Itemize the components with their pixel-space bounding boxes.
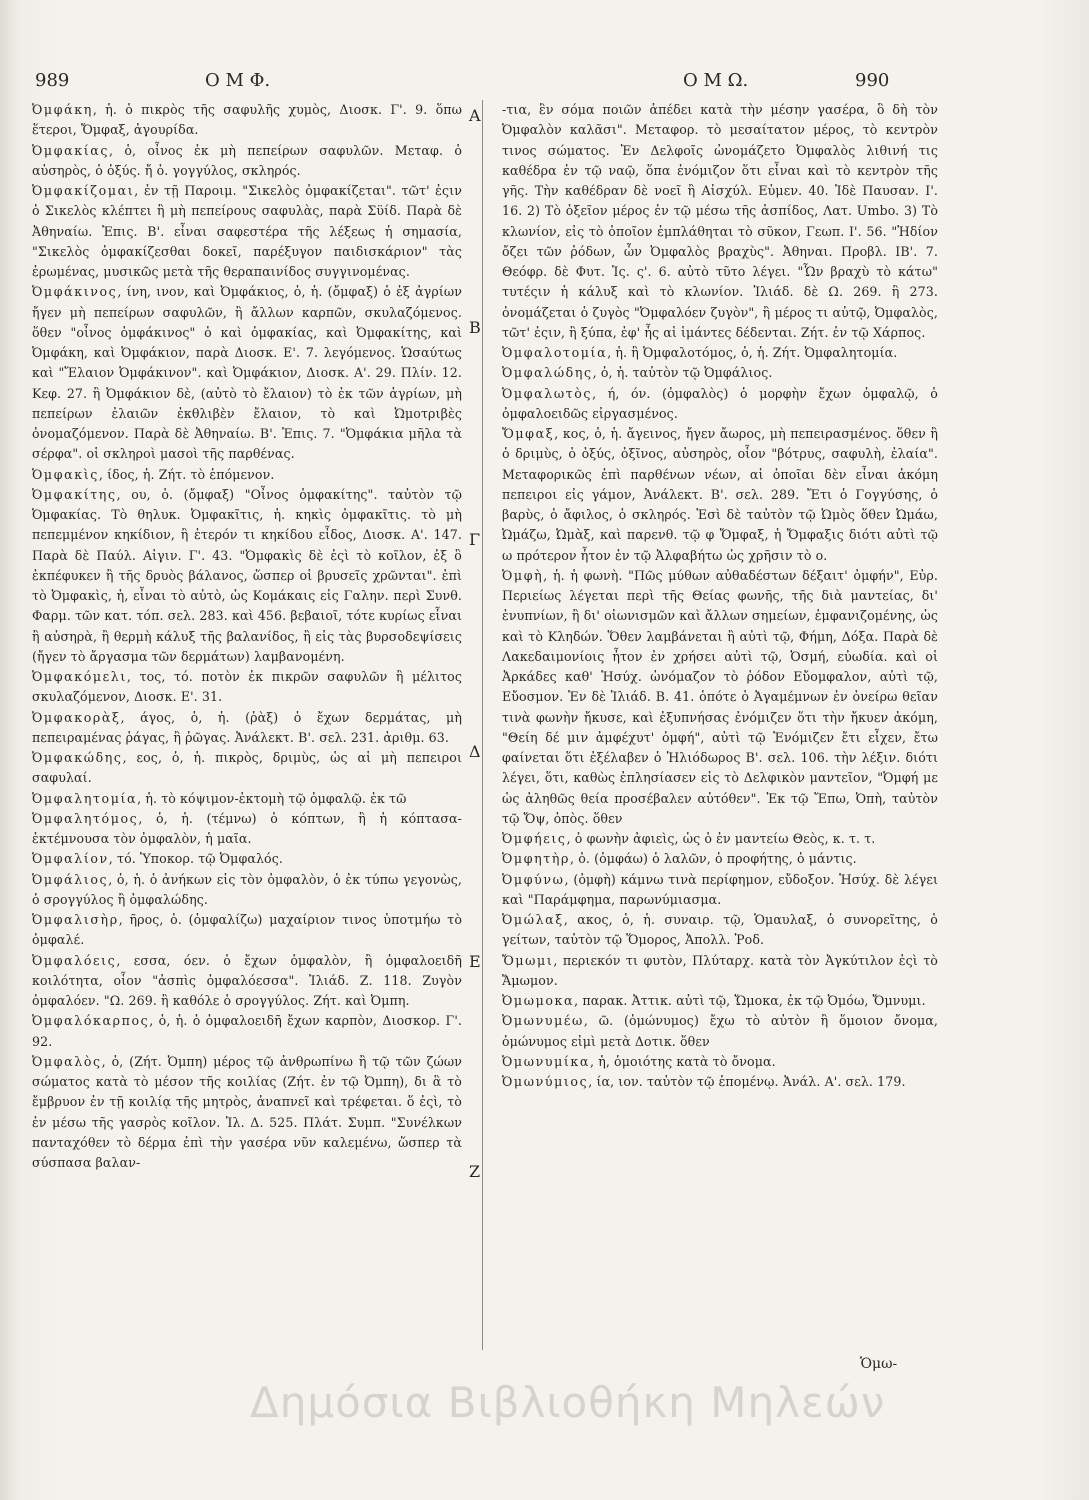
dictionary-entry	[32, 809, 462, 850]
dictionary-entry	[502, 424, 938, 566]
dictionary-entry	[502, 1011, 938, 1052]
entry-headword: Ὀμφακίζομαι	[32, 183, 135, 198]
entry-definition: , ία, ιον. ταὐτὸν τῷ ἑπομένῳ. Ἀνάλ. Α'. σελ. 179.	[588, 1074, 906, 1089]
entry-headword: Ὀμφύνω	[502, 871, 565, 887]
entry-definition: , ἡ. ὁ πικρὸς τῆς σαφυλῆς χυμὸς, Διοσκ. Γ'. 9. ὅπω ἕτεροι, Ὄμφαξ, ἀγουρίδα.	[32, 102, 462, 138]
entry-headword: Ὀμφακὶς	[32, 466, 99, 482]
dictionary-entry	[32, 910, 462, 951]
dictionary-entry	[32, 282, 462, 464]
entry-definition: , ου, ὁ. (ὄμφαξ) "Οἶνος ὀμφακίτης". ταὐτὸν τῷ Ὀμφακίας. Τὸ θηλυκ. Ὀμφακῖτις, ἡ. κηκὶς ὀμφακῖτις. τὸ μὴ πεπεμμένον κηκίδιον, ἢ ἑτερόν τι κηκίδου εἶδος, Διοσκ. Α'. 147. Παρὰ δὲ Παύλ. Αἰγιν. Γ'. 43. "Ὀμφακὶς δὲ ἐςὶ τὸ κοῖλον, ἐξ ὃ ἐκπέφυκεν ἢ τῆς δρυὸς βάλανος, ὥσπερ οἱ βρυσεῖς χρῶνται". ἐπὶ τὸ Ὀμφακὶς, ἡ, εἶναι τὸ αὐτὸ, ὡς Κομάκαις εἰς Γαλην. περὶ Συνθ. Φαρμ. τῶν κατ. τόπ. σελ. 283. καὶ 456. βεβαιοῖ, τότε κυρίως εἶναι ἢ αὐσηρὰ, ἢ θερμὴ κάλυξ τῆς βαλανίδος, ἢ εἰς τὰς βυρσοδεψίσεις (ἤγεν τὸ ἄργασμα τῶν δερμάτων) λαμβανομένη.	[32, 486, 462, 664]
dictionary-entry	[32, 748, 462, 789]
dictionary-entry	[502, 566, 938, 829]
entry-headword: Ὀμφαλωτὸς	[502, 385, 593, 401]
dictionary-entry	[502, 951, 938, 992]
dictionary-entry	[502, 849, 938, 869]
entry-definition: , ἡ. ἢ Ὀμφαλοτόμος, ὁ, ἡ. Ζήτ. Ὀμφαλητομία.	[607, 345, 898, 360]
entry-definition: , άγος, ὁ, ἡ. (ῥὰξ) ὁ ἔχων δερμάτας, μὴ πεπειραμένας ῥάγας, ἢ ῥῶγας. Ἀνάλεκτ. Β'. σελ. 231. ἀριθμ. 63.	[32, 709, 462, 745]
section-letter-epsilon: Ε	[469, 952, 481, 971]
entry-definition: , κος, ὁ, ἡ. ἄγεινος, ἤγεν ἄωρος, μὴ πεπειρασμένος. ὅθεν ἢ ὁ δριμὺς, ὁ ὀξύς, ὀξῖνος, αὐσηρὸς, οἷον "βότρυς, σαφυλὴ, ἐλαία". Μεταφορικῶς ἐπὶ παρθένων νέων, αἱ ὁποῖαι δὲν εἶναι ἀκόμη πεπειροι εἰς γάμον, Ἀνάλεκτ. Β'. σελ. 289. Ἔτι ὁ Γογγύσης, ὁ βαρὺς, ὁ ἄφιλος, ὁ σκληρός. Ἐσὶ δὲ ταὐτὸν τῷ Ὠμὸς ὅθεν Ὠμάω, Ὠμάζω, Ὠμὰξ, καὶ παρενθ. τῷ φ Ὄμφαξ, ἡ Ὄμφαξις διότι αὐτὶ τῷ ω πρότερον ἦτον ἐν τῷ Ἀλφαβήτω ὡς χρῆσιν τὸ ο.	[502, 426, 938, 563]
entry-definition: , περιεκόν τι φυτὸν, Πλύταρχ. κατὰ τὸν Ἀγκύτιλον ἐςὶ τὸ Ἄμωμον.	[502, 952, 938, 988]
left-running-head: Ο Μ Φ.	[205, 70, 271, 91]
entry-definition: , ῶ. (ὁμώνυμος) ἔχω τὸ αὐτὸν ἢ ὅμοιον ὄνομα, ὁμώνυμος εἰμὶ μετὰ Δοτικ. ὅθεν	[502, 1013, 938, 1049]
entry-definition: , ὁ. (ὀμφάω) ὁ λαλῶν, ὁ προφήτης, ὁ μάντις.	[570, 851, 857, 867]
entry-headword: Ὀμφαλόκαρπος	[32, 1013, 150, 1029]
entry-headword: Ὄμφαξ	[502, 426, 555, 441]
entry-headword: Ὀμφακόμελι	[32, 669, 127, 684]
dictionary-entry	[32, 951, 462, 1012]
section-letter-delta: Δ	[469, 742, 481, 761]
dictionary-entry	[32, 849, 462, 869]
dictionary-entry	[502, 343, 938, 363]
dictionary-entry	[32, 1052, 462, 1174]
entry-definition: , παρακ. Ἀττικ. αὐτὶ τῷ, Ὤμοκα, ἐκ τῷ Ὀμόω, Ὄμνυμι.	[574, 993, 926, 1008]
entry-definition: , ὁ φωνὴν ἀφιεὶς, ὡς ὁ ἐν μαντείω Θεὸς, κ. τ. τ.	[566, 831, 876, 846]
dictionary-entry	[502, 1072, 938, 1092]
left-page-number: 989	[35, 70, 70, 91]
dictionary-entry	[32, 100, 462, 141]
entry-headword: Ὀμωνυμίκα	[502, 1053, 590, 1069]
catchword: Ὁμω-	[860, 1356, 898, 1372]
entry-definition: , τος, τό. ποτὸν ἐκ πικρῶν σαφυλῶν ἢ μέλιτος σκυλαζόμενον, Διοσκ. Ε'. 31.	[32, 669, 462, 705]
entry-definition: , ή, όν. (ὀμφαλὸς) ὁ μορφὴν ἔχων ὀμφαλῷ, ὁ ὀμφαλοειδῶς εἰργασμένος.	[502, 385, 938, 421]
section-letter-zeta: Ζ	[469, 1162, 481, 1181]
dictionary-entry	[502, 870, 938, 911]
section-letter-alpha: Α	[469, 106, 481, 125]
dictionary-entry	[32, 465, 462, 485]
dictionary-entry	[32, 708, 462, 749]
dictionary-entry	[32, 789, 462, 809]
dictionary-entry	[32, 667, 462, 708]
dictionary-entry	[502, 100, 938, 343]
section-letter-beta: Β	[469, 318, 481, 337]
entry-headword: Ὀμφακίας	[32, 142, 109, 158]
entry-definition: -τια, ἓν σόμα ποιῶν ἀπέδει κατὰ τὴν μέσην γασέρα, ὃ δὴ τὸν Ὀμφαλὸν καλᾶσι". Μεταφορ. τὸ μεσαίτατον μέρος, τὸ κεντρὸν τινος σώματος. Ἐν Δελφοῖς ὠνομάζετο Ὀμφαλὸς λιθινή τις καθέδρα ἐν τῷ ναῷ, ὅπα ἐνόμιζον ὅτι εἶναι καὶ τὸ κεντρὸν τῆς γῆς. Τὴν καθέδραν δὲ νοεῖ ἢ Αἰσχύλ. Εὐμεν. 40. Ἰδὲ Παυσαν. Ι'. 16. 2) Τὸ ὀξεῖον μέρος ἐν τῷ μέσω τῆς ἀσπίδος, Λατ. Umbo. 3) Τὸ κλωνίον, εἰς τὸ ὁποῖον ἐμπλάθηται τὸ σῦκον, Γεωπ. Ι'. 56. "Ἡδίον ὄζει τῶν ῥόδων, ὧν Ὀμφαλὸς βραχὺς". Ἀθηναι. Προβλ. ΙΒ'. 7. Θεόφρ. δὲ Φυτ. Ἱς. ς'. 6. αὐτὸ τῦτο λέγει. "Ὧν βραχὺ τὸ κάτω" τυτέςιν ἡ κάλυξ καὶ τὸ κλωνίον. Ἰλιάδ. δὲ Ω. 269. ἢ 273. ὀνομάζεται ὁ ζυγὸς "Ὀμφαλόεν ζυγὸν", ἢ μέρος τι αὐτῷ, Ὀμφαλὸς, τῶτ' ἐςιν, ἢ ξύπα, ἐφ' ἧς αἱ ἱμάντες δέδενται. Ζήτ. ἐν τῷ Χάρπος.	[502, 102, 938, 340]
entry-headword: Ὀμφακίτης	[32, 486, 117, 502]
entry-headword: Ὀμφήεις	[502, 831, 567, 846]
entry-headword: Ὀμφαλίον	[32, 851, 109, 867]
entry-definition: , ἡ. τὸ κόψιμον-ἐκτομὴ τῷ ὀμφαλῷ. ἐκ τῶ	[137, 790, 407, 806]
dictionary-entry	[32, 1011, 462, 1052]
entry-headword: Ὀμφαλόεις	[32, 952, 117, 968]
entry-headword: Ὀμφὴ	[502, 567, 544, 583]
entry-definition: , εος, ὁ, ἡ. πικρὸς, δριμὺς, ὡς αἱ μὴ πεπειροι σαφυλαί.	[32, 750, 462, 786]
entry-definition: , ίδος, ἡ. Ζήτ. τὸ ἑπόμενον.	[98, 466, 275, 482]
entry-definition: , ὁ, ἡ. ταὐτὸν τῷ Ὀμφάλιος.	[592, 365, 773, 381]
entry-definition: , ἡ. ἡ φωνὴ. "Πῶς μύθων αὐθαδέστων δέξαιτ' ὀμφήν", Εὐρ. Περιείως λέγεται περὶ τῆς Θείας φωνῆς, τῆς διὰ μαντείας, δι' ἐνυπνίων, ἢ δι' οἰωνισμῶν καὶ ἄλλων σημείων, ἐμφανιζομένης, ὡς καὶ τὸ Κληδών. Ὅθεν λαμβάνεται ἢ αὐτὶ τῷ, Φήμη, Δόξα. Παρὰ δὲ Λακεδαιμονίοις ἦτον ἐν χρήσει αὐτὶ τῷ, Ὀσμή, εὐωδία. καὶ οἱ Ἀρκάδες καθ' Ἡσύχ. ὠνόμαζον τὸ ῥόδον Εὔομφαλον, αὐτὶ τῷ, Εὔοσμον. Ἐν δὲ Ἰλιάδ. Β. 41. ὁπότε ὁ Ἀγαμέμνων ἐν ὀνείρω θεῖαν τινὰ φωνὴν ἤκυσε, καὶ ἐξυπνήσας ἐνόμιζεν ὅτι τὴν ἤκυεν ἀκόμη, "Θείη δέ μιν ἀμφέχυτ' ὀμφή", αὐτὶ τῷ Ἐνόμιζεν ἔτι εἶχεν, ἔτω φαίνεται ὅτι ἐξέλαβεν ὁ Ἡλιόδωρος Β'. σελ. 106. τὴν λέξιν. διότι λέγει, ὅτι, καθὼς ἐπλησίασεν εἰς τὸ Δελφικὸν μαντεῖον, "Ὀμφή με ὡς ἀληθῶς θεία προσέβαλεν αὐτόθεν". Ἐκ τῷ Ἔπω, Ὀπὴ, ταὐτὸν τῷ Ὄψ, ὀπὸς. ὅθεν	[502, 567, 938, 826]
entry-headword: Ὀμφαλισὴρ	[32, 912, 119, 927]
entry-headword: Ὀμφαλοτομία	[502, 345, 608, 360]
entry-definition: , ῆρος, ὁ. (ὀμφαλίζω) μαχαίριον τινος ὑποτμήω τὸ ὀμφαλέ.	[32, 912, 462, 948]
entry-definition: , ακος, ὁ, ἡ. συναιρ. τῷ, Ὁμαυλαξ, ὁ συνορεῖτης, ὁ γείτων, ταὐτὸν τῷ Ὅμορος, Ἀπολλ. Ῥοδ.	[502, 912, 938, 948]
left-column	[32, 100, 462, 1173]
entry-headword: Ὀμφάκινος	[32, 284, 118, 300]
entry-definition: , ὁ, (Ζήτ. Ὀμπη) μέρος τῷ ἀνθρωπίνω ἢ τῷ τῶν ζώων σώματος κατὰ τὸ μέσον τῆς κοιλίας (Ζήτ. ἐν τῷ Ὀμπη), δι ἃ τὸ ἔμβρυον ἐν τῇ κοιλίᾳ τῆς μητρὸς, ἀναπνεῖ καὶ τρέφεται. ὅ ἐςὶ, τὸ ἐν μέσω τῆς γασρὸς κοῖλον. Ἰλ. Δ. 525. Πλάτ. Συμπ. "Συνέλκων πανταχόθεν τὸ δέρμα ἐπὶ τὴν γασέρα νῦν καλεμένω, ὥσπερ τὰ σύσπασα βαλαν-	[32, 1053, 462, 1170]
entry-definition: , ίνη, ινον, καὶ Ὀμφάκιος, ὁ, ἡ. (ὄμφαξ) ὁ ἐξ ἀγρίων ἤγεν μὴ πεπείρων σαφυλῶν, ἢ ἄλλων καρπῶν, σκυλαζόμενος. ὅθεν "οἶνος ὀμφάκινος" ὁ καὶ ὀμφακίας, καὶ Ὀμφακίτης, καὶ Ὀμφάκη, καὶ Ὀμφάκιον, παρὰ Διοσκ. Ε'. 7. λεγόμενος. Ὡσαύτως καὶ "Ἔλαιον Ὀμφάκινον". καὶ Ὀμφάκιον, Διοσκ. Α'. 29. Πλίν. 12. Κεφ. 27. ἢ Ὀμφάκιον δὲ, (αὐτὸ τὸ ἔλαιον) τὸ ἐκ τῶν ἀγρίων, μὴ πεπείρων ἐλαιῶν ἐκθλιβὲν ἔλαιον, τὸ καὶ Ὠμοτριβὲς ὀνομαζόμενον. Παρὰ δὲ Ἀθηναίω. Β'. Ἐπις. 7. "Ὀμφάκια μῆλα τὰ σέρφα". οἱ σκληροὶ μασοὶ τῆς παρθένας.	[32, 284, 462, 462]
dictionary-entry	[502, 829, 938, 849]
entry-headword: Ὀμφαλητομία	[32, 790, 138, 806]
right-running-head: Ο Μ Ω.	[683, 70, 749, 91]
entry-headword: Ὀμωμοκα	[502, 993, 575, 1008]
entry-headword: Ὀμφαλητόμος	[32, 810, 139, 826]
entry-definition: , τό. Ὑποκορ. τῷ Ὀμφαλός.	[108, 851, 283, 867]
section-letter-gamma: Γ	[469, 530, 481, 549]
entry-definition: , ἡ, ὁμοιότης κατὰ τὸ ὄνομα.	[590, 1053, 776, 1069]
entry-definition: , εσσα, όεν. ὁ ἔχων ὀμφαλὸν, ἢ ὀμφαλοειδῆ κοιλότητα, οἷον "ἀσπὶς ὀμφαλόεσσα". Ἰλιάδ. Ζ. 118. Ζυγὸν ὀμφαλόεν. "Ω. 269. ἢ καθόλε ὁ σρογγύλος. Ζήτ. καὶ Ὀμπη.	[32, 952, 462, 1008]
dictionary-entry	[32, 181, 462, 282]
entry-headword: Ὀμώλαξ	[502, 912, 564, 927]
dictionary-entry	[502, 363, 938, 383]
dictionary-entry	[32, 870, 462, 911]
running-header	[35, 70, 915, 94]
entry-definition: , ὁ, ἡ. ὁ ὀμφαλοειδῆ ἔχων καρπὸν, Διοσκορ. Γ'. 92.	[32, 1013, 462, 1049]
entry-definition: , ὁ, ἡ. ὁ ἀνήκων εἰς τὸν ὀμφαλὸν, ὁ ἐκ τύπω γεγονὼς, ὁ σρογγύλος ἢ ὀμφαλώδης.	[32, 871, 462, 907]
entry-definition: , ἐν τῇ Παροιμ. "Σικελὸς ὀμφακίζεται". τῶτ' ἐςιν ὁ Σικελὸς κλέπτει ἢ μὴ πεπείρους σαφυλὰς, παρὰ Σϋίδ. Παρὰ δὲ Ἀθηναίω. Ἐπις. Β'. εἶναι σαφεστέρα τῆς λέξεως ἡ σημασία, "Σικελὸς ὀμφακίζεσθαι δοκεῖ, παρέξυγον παιδισκάριον" τὰς ἐρωμένας, μυσικῶς μετὰ τῆς θεραπαινίδος συγγινομένας.	[32, 183, 462, 279]
entry-definition: , ὁ, οἶνος ἐκ μὴ πεπείρων σαφυλῶν. Μεταφ. ὁ αὐσηρὸς, ὁ ὀξύς. ἤ ὁ. γογγύλος, σκληρός.	[32, 142, 462, 178]
entry-headword: Ὀμφάκη	[32, 102, 93, 117]
column-divider	[482, 100, 483, 1350]
right-page-number: 990	[855, 70, 890, 91]
entry-headword: Ὀμφαλὸς	[32, 1053, 102, 1069]
entry-headword: Ὀμφάλιος	[32, 871, 109, 887]
dictionary-entry	[502, 384, 938, 425]
right-column	[502, 100, 938, 1092]
dictionary-entry	[502, 1052, 938, 1072]
entry-definition: , (ὀμφὴ) κάμνω τινὰ περίφημον, εὔδοξον. Ἡσύχ. δὲ λέγει καὶ "Παράμφημα, παρωνύμιασμα.	[502, 871, 938, 907]
entry-headword: Ὀμωνύμιος	[502, 1074, 589, 1089]
library-watermark: Δημόσια Βιβλιοθήκη Μηλεών	[250, 1378, 886, 1427]
entry-headword: Ὀμφητὴρ	[502, 851, 570, 867]
entry-headword: Ὀμωνυμέω	[502, 1013, 584, 1029]
entry-headword: Ὀμφακορὰξ	[32, 709, 121, 725]
entry-definition: , ὁ, ἡ. (τέμνω) ὁ κόπτων, ἢ ἡ κόπτασα-ἐκτέμνουσα τὸν ὀμφαλὸν, ἡ μαῖα.	[32, 810, 462, 846]
entry-headword: Ὄμωμι	[502, 952, 554, 968]
dictionary-entry	[502, 991, 938, 1011]
dictionary-entry	[502, 910, 938, 951]
dictionary-entry	[32, 485, 462, 667]
dictionary-entry	[32, 141, 462, 182]
entry-headword: Ὀμφακώδης	[32, 750, 123, 765]
entry-headword: Ὀμφαλώδης	[502, 365, 593, 381]
